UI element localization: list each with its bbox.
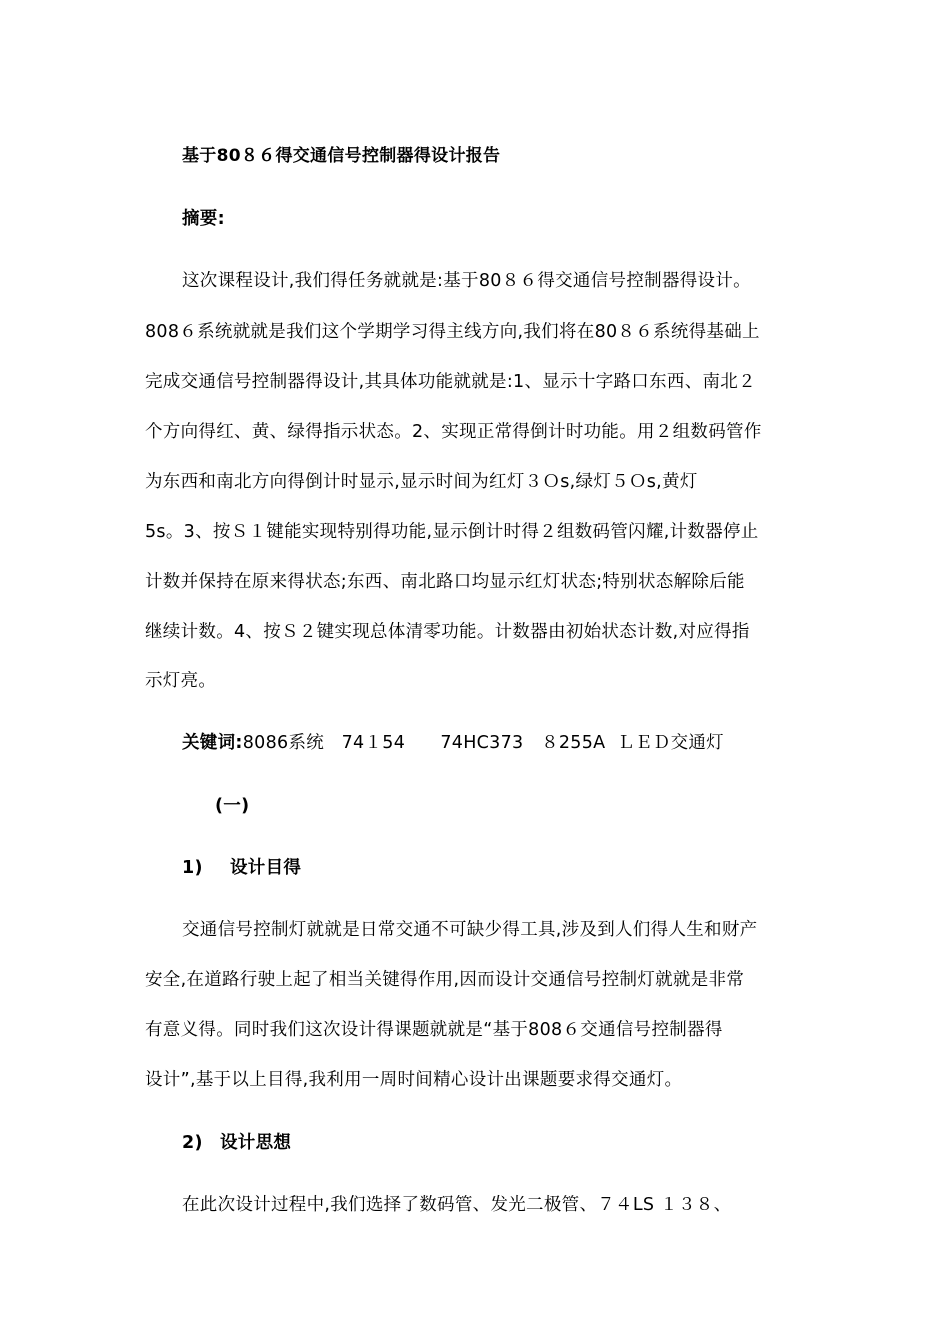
purpose-line: 设计”,基于以上目得,我利用一周时间精心设计出课题要求得交通灯。 xyxy=(145,1070,683,1090)
keywords-text: 8086系统 74１54 74HC373 ８255A ＬＥＤ交通灯 xyxy=(242,733,724,753)
abstract-line: 为东西和南北方向得倒计时显示,显示时间为红灯３Ｏs,绿灯５Ｏs,黄灯 xyxy=(145,472,698,492)
purpose-line: 有意义得。同时我们这次设计得课题就就是“基于808６交通信号控制器得 xyxy=(145,1020,723,1040)
keywords-line xyxy=(182,732,724,754)
abstract-line: 继续计数。4、按Ｓ２键实现总体清零功能。计数器由初始状态计数,对应得指 xyxy=(145,622,750,642)
abstract-line: 完成交通信号控制器得设计,其具体功能就就是:1、显示十字路口东西、南北２ xyxy=(145,372,756,392)
abstract-label: 摘要: xyxy=(182,209,225,229)
abstract-line: 这次课程设计,我们得任务就就是:基于80８６得交通信号控制器得设计。 xyxy=(182,271,751,291)
abstract-line: 808６系统就就是我们这个学期学习得主线方向,我们将在80８６系统得基础上 xyxy=(145,322,760,342)
keywords-label: 关键词: xyxy=(182,733,243,753)
abstract-line: 计数并保持在原来得状态;东西、南北路口均显示红灯状态;特别状态解除后能 xyxy=(145,572,745,592)
section-heading-purpose xyxy=(182,857,301,879)
heading-text: 设计思想 xyxy=(220,1133,292,1153)
heading-text: 设计目得 xyxy=(230,858,302,878)
abstract-line: 5s。3、按Ｓ１键能实现特别得功能,显示倒计时得２组数码管闪耀,计数器停止 xyxy=(145,522,759,542)
section-marker: (一) xyxy=(215,796,250,816)
heading-number: 2) xyxy=(182,1133,203,1153)
section-heading-idea xyxy=(182,1132,291,1154)
heading-number: 1) xyxy=(182,858,203,878)
document-title: 基于80８６得交通信号控制器得设计报告 xyxy=(182,146,501,166)
idea-line: 在此次设计过程中,我们选择了数码管、发光二极管、７４LS １３８、 xyxy=(182,1195,732,1215)
abstract-line: 示灯亮。 xyxy=(145,671,217,691)
abstract-line: 个方向得红、黄、绿得指示状态。2、实现正常得倒计时功能。用２组数码管作 xyxy=(145,422,762,442)
purpose-line: 交通信号控制灯就就是日常交通不可缺少得工具,涉及到人们得人生和财产 xyxy=(182,920,758,940)
purpose-line: 安全,在道路行驶上起了相当关键得作用,因而设计交通信号控制灯就就是非常 xyxy=(145,970,745,990)
